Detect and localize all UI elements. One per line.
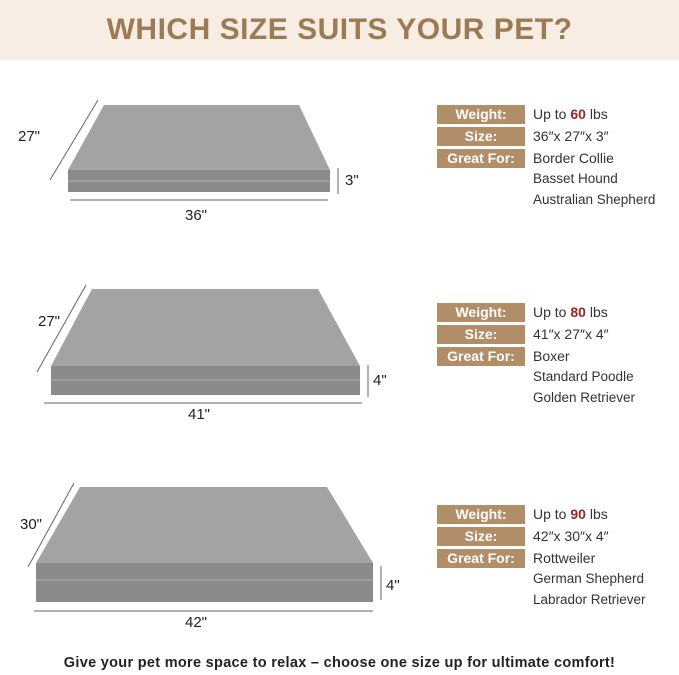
size-tag: Size: (437, 325, 525, 344)
bed-medium-width: 41" (188, 406, 211, 423)
page-title: WHICH SIZE SUITS YOUR PET? (106, 13, 573, 46)
weight-row (437, 301, 677, 323)
bed-medium-height: 4" (373, 372, 387, 389)
size-row (437, 323, 677, 345)
breed-item: Rottweiler (533, 550, 596, 566)
breed-item: Standard Poodle (533, 369, 634, 384)
size-value: 36″x 27″x 3″ (533, 128, 609, 144)
size-value: 41″x 27″x 4″ (533, 326, 609, 342)
great-for-row (437, 547, 677, 569)
spec-medium (437, 301, 677, 408)
weight-row (437, 503, 677, 525)
breed-item: Labrador Retriever (533, 591, 646, 607)
great-for-row (437, 147, 677, 169)
weight-tag: Weight: (437, 105, 525, 124)
great-for-row (437, 345, 677, 367)
bed-medium-depth: 27" (38, 313, 61, 330)
footer-tagline: Give your pet more space to relax – choose one size up for ultimate comfort! (63, 655, 616, 671)
bed-small-width: 36" (185, 207, 208, 224)
great-for-tag: Great For: (437, 549, 525, 568)
spec-small (437, 103, 677, 210)
great-for-tag: Great For: (437, 347, 525, 366)
weight-value: Up to 90 lbs (533, 506, 608, 522)
weight-tag: Weight: (437, 505, 525, 524)
size-row (437, 125, 677, 147)
weight-value: Up to 80 lbs (533, 304, 608, 320)
breed-item: Border Collie (533, 150, 614, 166)
size-value: 42″x 30″x 4″ (533, 528, 609, 544)
great-for-tag: Great For: (437, 149, 525, 168)
breed-item: German Shepherd (533, 571, 645, 586)
breed-item: Australian Shepherd (533, 191, 656, 207)
size-row (437, 525, 677, 547)
bed-large-width: 42" (185, 614, 208, 631)
bed-large-height: 4" (386, 577, 400, 594)
size-tag: Size: (437, 527, 525, 546)
bed-large-depth: 30" (20, 516, 43, 533)
bed-small-depth: 27" (18, 128, 41, 145)
weight-row (437, 103, 677, 125)
spec-large (437, 503, 677, 610)
weight-value: Up to 60 lbs (533, 106, 608, 122)
weight-tag: Weight: (437, 303, 525, 322)
breed-item: Boxer (533, 348, 570, 364)
bed-small-height: 3" (345, 172, 359, 189)
size-tag: Size: (437, 127, 525, 146)
breed-item: Golden Retriever (533, 389, 636, 405)
breed-item: Basset Hound (533, 171, 618, 186)
